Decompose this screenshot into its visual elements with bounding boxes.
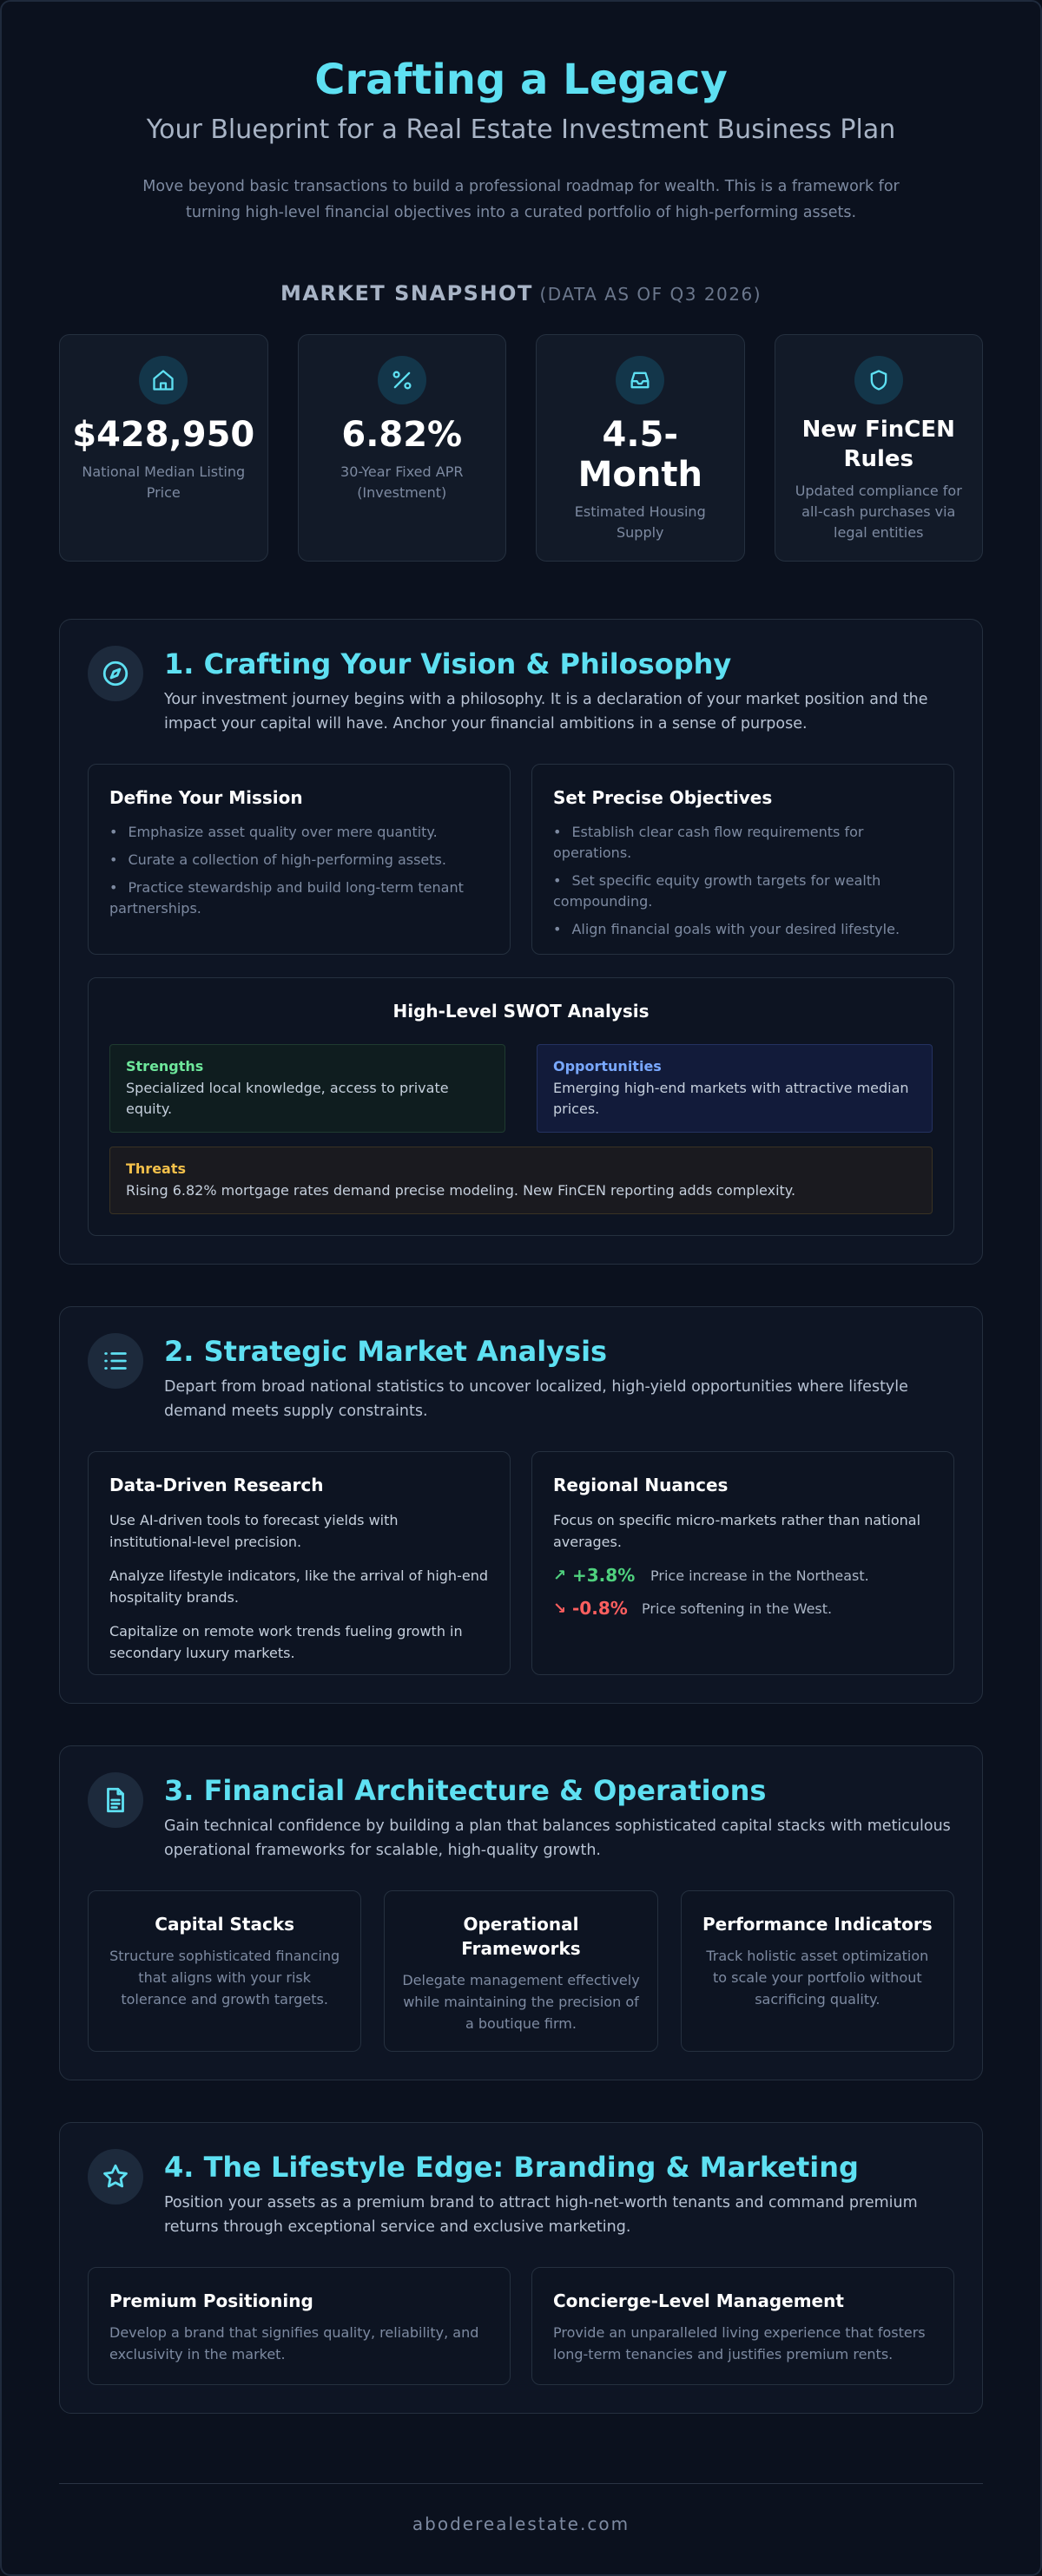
section-header [88, 646, 954, 736]
list-item: • Emphasize asset quality over mere quantity. [109, 822, 489, 843]
card-description: Structure sophisticated financing that aligns with your risk tolerance and growth targets. [109, 1948, 340, 2008]
objectives-card [531, 764, 954, 955]
swot-title: High-Level SWOT Analysis [392, 1001, 650, 1022]
stat-card-fincen [775, 334, 984, 562]
capital-stacks-card [88, 1890, 361, 2052]
list-item: • Align financial goals with your desired lifestyle. [553, 919, 933, 940]
stat-label: Estimated Housing Supply [574, 503, 706, 541]
branding-cards [88, 2267, 954, 2385]
section-description: Depart from broad national statistics to uncover localized, high-yield opportunities where lifestyle demand meets supply constraints. [164, 1378, 908, 1420]
arrow-up-right-icon: ↗ [553, 1566, 567, 1585]
section-financial-architecture [59, 1745, 983, 2080]
compass-icon [88, 646, 143, 701]
section-description: Position your assets as a premium brand to attract high-net-worth tenants and command premium returns through exceptional service and exclusive marketing. [164, 2194, 918, 2236]
swot-text: Emerging high-end markets with attractive median prices. [553, 1080, 909, 1117]
financial-cards [88, 1890, 954, 2052]
swot-card [88, 977, 954, 1236]
vision-cards [88, 764, 954, 955]
card-title: Set Precise Objectives [553, 787, 773, 808]
footer-divider [59, 2483, 983, 2484]
swot-label: Opportunities [553, 1058, 662, 1074]
stat-label: 30-Year Fixed APR (Investment) [340, 463, 464, 501]
premium-positioning-card [88, 2267, 511, 2385]
inbox-icon [616, 356, 664, 404]
trend-text: Price softening in the West. [642, 1600, 833, 1617]
trend-value: -0.8% [572, 1598, 628, 1619]
mission-list [109, 822, 489, 919]
stat-label: National Median Listing Price [82, 463, 246, 501]
trend-value: +3.8% [572, 1565, 636, 1586]
swot-opportunities [537, 1044, 933, 1133]
section-title: 1. Crafting Your Vision & Philosophy [164, 647, 732, 680]
regional-card [531, 1451, 954, 1675]
section-vision [59, 619, 983, 1265]
list-item: • Practice stewardship and build long-term tenant partnerships. [109, 877, 489, 919]
footer-website: aboderealestate.com [412, 2514, 630, 2534]
shield-icon [854, 356, 903, 404]
stat-card-apr [298, 334, 507, 562]
card-title: Operational Frameworks [461, 1914, 581, 1959]
market-snapshot-heading [59, 279, 983, 308]
swot-threats [109, 1147, 933, 1214]
percent-icon [378, 356, 426, 404]
stat-value: 6.82% [341, 415, 463, 455]
swot-label: Strengths [126, 1058, 204, 1074]
section-header [88, 1772, 954, 1863]
section-branding [59, 2122, 983, 2414]
star-icon [88, 2149, 143, 2205]
objectives-list [553, 822, 933, 940]
card-description: Track holistic asset optimization to scale your portfolio without sacrificing quality. [706, 1948, 929, 2008]
list-icon [88, 1333, 143, 1389]
stat-card-median-price [59, 334, 268, 562]
list-item: • Establish clear cash flow requirements for operations. [553, 822, 933, 864]
section-title: 3. Financial Architecture & Operations [164, 1774, 767, 1807]
card-title: Regional Nuances [553, 1475, 729, 1495]
stat-label: Updated compliance for all-cash purchases via legal entities [795, 483, 962, 541]
card-title: Performance Indicators [702, 1914, 933, 1935]
section-title: 2. Strategic Market Analysis [164, 1335, 608, 1368]
research-card [88, 1451, 511, 1675]
stat-value: $428,950 [72, 415, 255, 455]
concierge-management-card [531, 2267, 954, 2385]
trend-northeast [553, 1565, 933, 1586]
swot-strengths [109, 1044, 505, 1133]
document-icon [88, 1772, 143, 1828]
mission-card [88, 764, 511, 955]
section-description: Your investment journey begins with a philosophy. It is a declaration of your market position and the impact your capital will have. Anchor your financial ambitions in a sense of purpose. [164, 691, 928, 733]
page-subtitle: Your Blueprint for a Real Estate Investment Business Plan [146, 115, 896, 145]
section-title: 4. The Lifestyle Edge: Branding & Marketing [164, 2151, 859, 2184]
swot-text: Rising 6.82% mortgage rates demand precise modeling. New FinCEN reporting adds complexity. [126, 1182, 796, 1199]
page-title: Crafting a Legacy [314, 56, 728, 104]
swot-text: Specialized local knowledge, access to private equity. [126, 1080, 449, 1117]
market-cards [88, 1451, 954, 1675]
trend-west [553, 1598, 933, 1619]
card-title: Data-Driven Research [109, 1475, 324, 1495]
house-icon [139, 356, 188, 404]
card-title: Define Your Mission [109, 787, 303, 808]
swot-label: Threats [126, 1160, 187, 1177]
card-title: Concierge-Level Management [553, 2290, 844, 2311]
card-title: Premium Positioning [109, 2290, 313, 2311]
section-description: Gain technical confidence by building a plan that balances sophisticated capital stacks with meticulous operational frameworks for scalable, high-quality growth. [164, 1817, 951, 1859]
stat-card-housing-supply [536, 334, 745, 562]
snapshot-title: MARKET SNAPSHOT [280, 281, 533, 306]
hero [59, 2, 983, 226]
intro-text: Move beyond basic transactions to build a professional roadmap for wealth. This is a framework for turning high-level financial objectives into a curated portfolio of high-performing assets. [142, 178, 900, 221]
research-text: Analyze lifestyle indicators, like the arrival of high-end hospitality brands. [109, 1567, 488, 1606]
stat-value: New FinCEN Rules [801, 417, 955, 472]
card-description: Delegate management effectively while maintaining the precision of a boutique firm. [402, 1972, 640, 2032]
section-market-analysis [59, 1306, 983, 1704]
swot-grid [109, 1044, 933, 1133]
stat-value: 4.5-Month [577, 415, 702, 495]
regional-intro: Focus on specific micro-markets rather than national averages. [553, 1512, 921, 1550]
performance-indicators-card [681, 1890, 954, 2052]
list-item: • Set specific equity growth targets for wealth compounding. [553, 871, 933, 912]
arrow-down-right-icon: ↘ [553, 1599, 567, 1618]
card-description: Provide an unparalleled living experience that fosters long-term tenancies and justifies premium rents. [553, 2324, 926, 2362]
operational-frameworks-card [384, 1890, 657, 2052]
section-header [88, 1333, 954, 1423]
list-item: • Curate a collection of high-performing assets. [109, 850, 489, 871]
section-header [88, 2149, 954, 2239]
trend-text: Price increase in the Northeast. [650, 1567, 869, 1584]
stats-row [59, 334, 983, 562]
snapshot-date: (DATA AS OF Q3 2026) [539, 284, 762, 305]
card-title: Capital Stacks [155, 1914, 295, 1935]
research-text: Use AI-driven tools to forecast yields with institutional-level precision. [109, 1512, 399, 1550]
card-description: Develop a brand that signifies quality, reliability, and exclusivity in the market. [109, 2324, 479, 2362]
research-text: Capitalize on remote work trends fueling growth in secondary luxury markets. [109, 1623, 463, 1661]
